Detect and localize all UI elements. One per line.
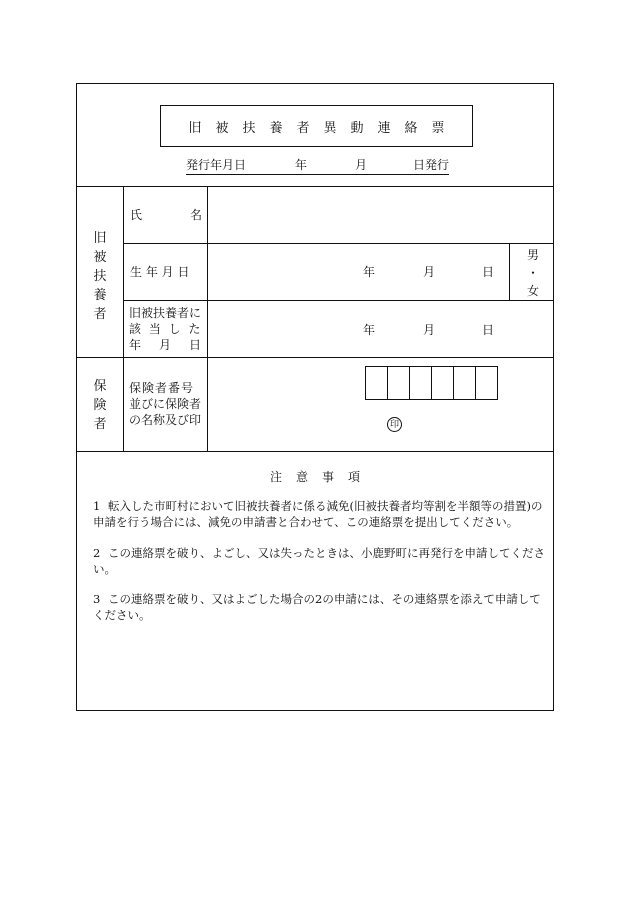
note-number: 3 [93, 592, 101, 606]
divider [77, 451, 553, 452]
sex-separator: ・ [527, 266, 540, 280]
seal-mark: 印 [387, 417, 402, 432]
issue-month: 月 [355, 158, 368, 172]
dependent-heading: 旧被扶養者 [93, 231, 107, 322]
note-number: 2 [93, 546, 101, 560]
notification-form [76, 83, 554, 711]
issue-day: 日発行 [413, 158, 450, 172]
insurer-label-line2: 並びに保険者 [129, 397, 202, 411]
qualify-month: 月 [423, 323, 436, 337]
sex-female: 女 [527, 284, 540, 298]
notes-title: 注意事項 [269, 470, 374, 484]
note-item-3 [93, 591, 549, 623]
name-label-last: 名 [190, 208, 203, 222]
divider [124, 243, 553, 244]
birth-year: 年 [363, 265, 376, 279]
note-number: 1 [93, 499, 101, 513]
divider [124, 300, 553, 301]
birth-month: 月 [423, 265, 436, 279]
issue-year: 年 [295, 158, 308, 172]
note-text: この連絡票を破り、又はよごした場合の2の申請には、その連絡票を添えて申請してください。 [93, 592, 541, 622]
divider [123, 186, 124, 451]
divider [77, 357, 553, 358]
insurer-label-line1: 保険者番号 [129, 381, 195, 395]
qualify-year: 年 [363, 323, 376, 337]
note-item-1 [93, 498, 549, 530]
note-item-2 [93, 545, 549, 577]
insurer-number-boxes [366, 366, 498, 400]
insurer-number-digit [453, 366, 476, 400]
qualify-label-year: 年 [129, 338, 142, 352]
insurer-number-digit [409, 366, 432, 400]
insurer-number-digit [475, 366, 498, 400]
qualify-label-line2 [129, 322, 201, 337]
qualify-label-text: 該 当 し た [129, 322, 203, 336]
insurer-number-digit [431, 366, 454, 400]
birth-day: 日 [482, 265, 495, 279]
qualify-day: 日 [482, 323, 495, 337]
note-text: 転入した市町村において旧被扶養者に係る減免(旧被扶養者均等割を半額等の措置)の申請を行う場合には、減免の申請書と合わせて、この連絡票を提出してください。 [93, 499, 543, 529]
note-text: この連絡票を破り、よごし、又は失ったときは、小鹿野町に再発行を申請してください。 [93, 546, 545, 576]
qualify-label-line3 [129, 338, 201, 353]
qualify-label-line1: 旧被扶養者に [129, 306, 202, 320]
name-label-first: 氏 [130, 208, 143, 222]
insurer-label-line3: の名称及び印 [129, 413, 202, 427]
issue-date-label: 発行年月日 [186, 158, 247, 172]
birth-date-label: 生 年 月 日 [130, 265, 190, 279]
issue-date-line [186, 158, 449, 175]
insurer-heading: 保険者 [93, 379, 107, 432]
divider [77, 186, 553, 187]
divider [207, 186, 208, 451]
qualify-label-day: 日 [188, 338, 201, 352]
qualify-label-month: 月 [158, 338, 171, 352]
insurer-number-digit [387, 366, 410, 400]
insurer-number-digit [365, 366, 388, 400]
divider [509, 243, 510, 300]
form-title: 旧被扶養者異動連絡票 [160, 105, 473, 147]
sex-male: 男 [527, 248, 540, 262]
